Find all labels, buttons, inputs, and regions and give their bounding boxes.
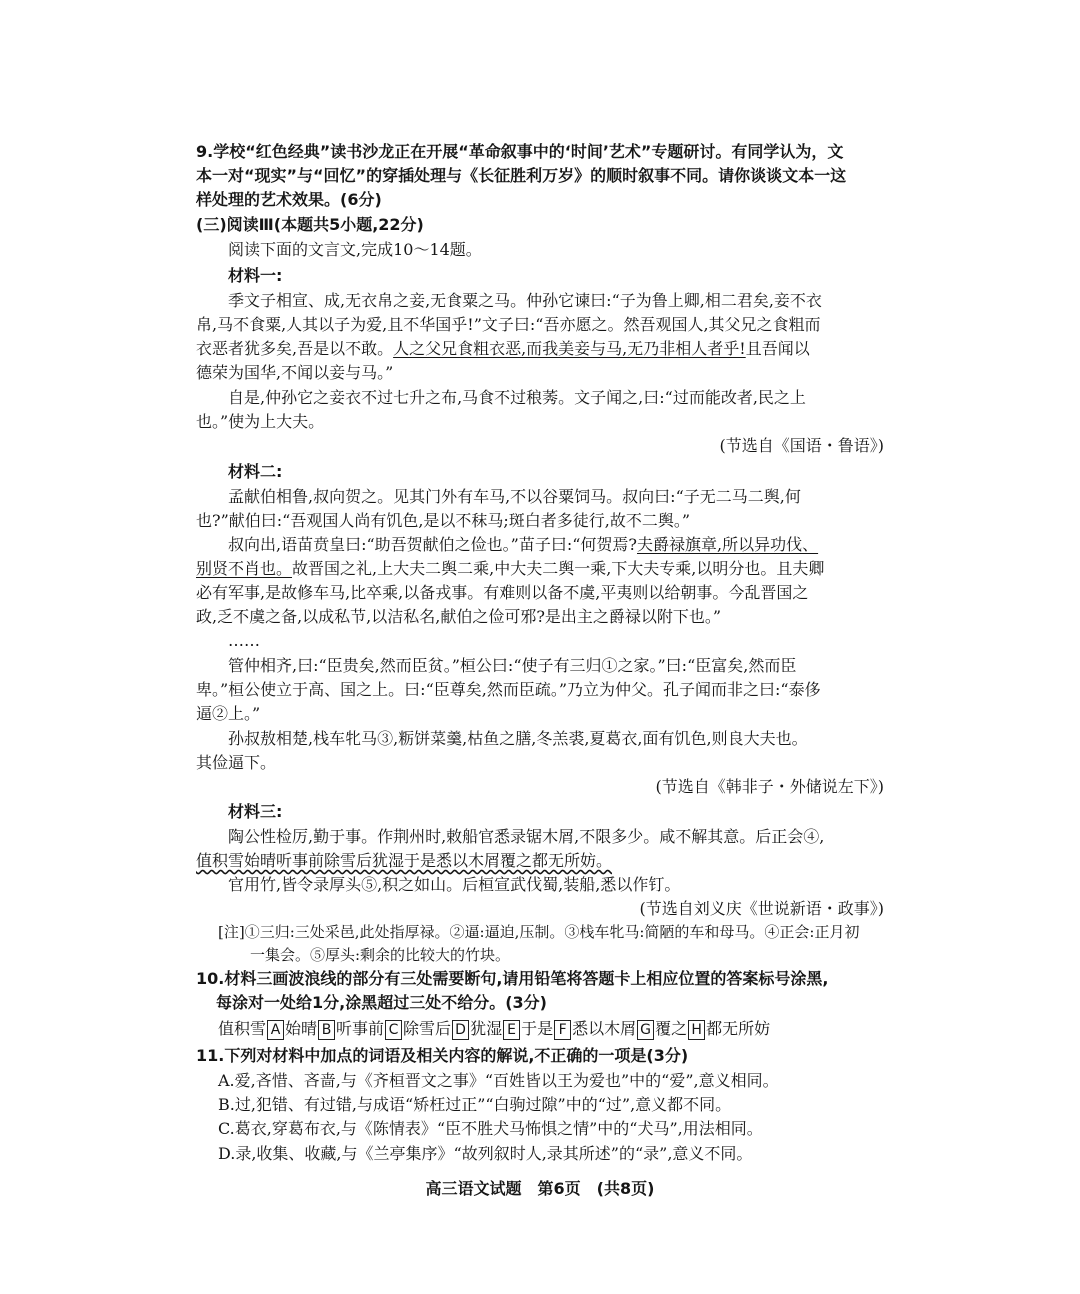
q9-line3: 样处理的艺术效果。(6分) (196, 190, 382, 209)
q10-seg: 听事前 (336, 1019, 385, 1038)
m2-p2-line1 (228, 533, 818, 557)
m1-p2-line2: 也。”使为上大夫。 (196, 412, 325, 431)
notes-line2: 一集会。⑤厚头:剩余的比较大的竹块。 (250, 946, 511, 964)
q11-option-d: D.录,收集、收藏,与《兰亭集序》“故列叙时人,录其所述”的“录”,意义不同。 (218, 1144, 753, 1163)
q10-line1: 10.材料三画波浪线的部分有三处需要断句,请用铅笔将答题卡上相应位置的答案标号涂黑, (196, 969, 829, 988)
q10-seg: 值积雪 (218, 1019, 267, 1038)
m2-underlined-sentence-part1: 夫爵禄旗章,所以异功伐、 (637, 535, 819, 554)
m2-p3-line3: 逼②上。” (196, 704, 261, 723)
notes-line1: [注]①三归:三处采邑,此处指厚禄。②逼:逼迫,压制。③栈车牝马:简陋的车和母马。④正会:正月初 (218, 923, 860, 941)
m2-p4-line1: 孙叔敖相楚,栈车牝马③,粝饼菜羹,枯鱼之膳,冬羔裘,夏葛衣,面有饥色,则良大夫也。 (228, 729, 808, 748)
m2-underlined-sentence-part2: 别贤不肖也。 (196, 559, 293, 578)
q10-line2: 每涂对一处给1分,涂黑超过三处不给分。(3分) (216, 993, 547, 1012)
m1-p1-line4: 德荣为国华,不闻以妾与马。” (196, 363, 394, 382)
material2-label: 材料二: (228, 462, 283, 481)
m2-p3-line1: 管仲相齐,曰:“臣贵矣,然而臣贫。”桓公曰:“使子有三归①之家。”曰:“臣富矣,然而臣 (228, 656, 797, 675)
m1-p1-line3-c: 且吾闻以 (745, 339, 810, 358)
q10-seg: 始晴 (285, 1019, 318, 1038)
q9-line1: 9.学校“红色经典”读书沙龙正在开展“革命叙事中的‘时间’艺术”专题研讨。有同学认为，文 (196, 142, 844, 161)
m3-wavy-line: 值积雪始晴听事前除雪后犹湿于是悉以木屑覆之都无所妨。 (196, 851, 613, 870)
m2-source: (节选自《韩非子・外储说左下》) (655, 777, 884, 796)
q11-option-b: B.过,犯错、有过错,与成语“矫枉过正”“白驹过隙”中的“过”,意义都不同。 (218, 1095, 732, 1114)
m1-underlined-sentence: 人之父兄食粗衣恶,而我美妾与马,无乃非相人者乎! (393, 339, 746, 358)
m3-source: (节选自刘义庆《世说新语・政事》) (639, 899, 884, 918)
m1-p1-line1: 季文子相宣、成,无衣帛之妾,无食粟之马。仲孙它谏曰:“子为鲁上卿,相二君矣,妾不衣 (228, 291, 822, 310)
m1-source: (节选自《国语・鲁语》) (719, 436, 884, 455)
answer-box-f[interactable]: F (554, 1020, 571, 1040)
q10-seg: 除雪后 (403, 1019, 452, 1038)
m2-p2-line1-a: 叔向出,语苗贲皇曰:“助吾贺献伯之俭也。”苗子曰:“何贺焉? (228, 535, 637, 554)
q10-seg: 犹湿 (470, 1019, 503, 1038)
m2-p1-line2: 也?”献伯曰:“吾观国人尚有饥色,是以不秣马;斑白者多徒行,故不二舆。” (196, 511, 691, 530)
m2-p2-line2 (196, 557, 824, 581)
section3-title: (三)阅读Ⅲ(本题共5小题,22分) (196, 215, 424, 234)
q11-stem: 11.下列对材料中加点的词语及相关内容的解说,不正确的一项是(3分) (196, 1046, 689, 1065)
m1-p1-line2: 帛,马不食粟,人其以子为爱,且不华国乎!”文子曰:“吾亦愿之。然吾观国人,其父兄之食粗而 (196, 315, 821, 334)
m2-p2-line3: 必有军事,是故修车马,比卒乘,以备戎事。有难则以备不虞,平夷则以给朝事。今乱晋国之 (196, 583, 809, 602)
answer-box-e[interactable]: E (503, 1020, 520, 1040)
answer-box-d[interactable]: D (452, 1020, 469, 1040)
q10-seg: 悉以木屑 (572, 1019, 637, 1038)
material3-label: 材料三: (228, 802, 283, 821)
m2-p2-line4: 政,乏不虞之备,以成私节,以洁私名,献伯之俭可邪?是出主之爵禄以附下也。” (196, 607, 722, 626)
m2-ellipsis: …… (228, 631, 260, 650)
q11-option-c: C.葛衣,穿葛布衣,与《陈情表》“臣不胜犬马怖惧之情”中的“犬马”,用法相同。 (218, 1119, 763, 1138)
m1-p2-line1: 自是,仲孙它之妾衣不过七升之布,马食不过稂莠。文子闻之,曰:“过而能改者,民之上 (228, 388, 806, 407)
q10-answer-sentence (218, 1017, 770, 1041)
page-footer: 高三语文试题 第6页 (共8页) (425, 1179, 655, 1198)
m2-p4-line2: 其俭逼下。 (196, 753, 277, 772)
answer-box-h[interactable]: H (688, 1020, 705, 1040)
material1-label: 材料一: (228, 266, 283, 285)
q9-line2: 本一对“现实”与“回忆”的穿插处理与《长征胜利万岁》的顺时叙事不同。请你谈谈文本一这 (196, 166, 847, 185)
q11-option-a: A.爱,吝惜、吝啬,与《齐桓晋文之事》“百姓皆以王为爱也”中的“爱”,意义相同。 (218, 1071, 779, 1090)
q10-seg: 于是 (521, 1019, 554, 1038)
answer-box-b[interactable]: B (318, 1020, 335, 1040)
m2-p1-line1: 孟献伯相鲁,叔向贺之。见其门外有车马,不以谷粟饲马。叔向曰:“子无二马二舆,何 (228, 487, 801, 506)
m3-p2-line1: 官用竹,皆令录厚头⑤,积之如山。后桓宣武伐蜀,装船,悉以作钉。 (228, 875, 681, 894)
section3-instruction: 阅读下面的文言文,完成10～14题。 (228, 240, 482, 259)
m3-p1-line1: 陶公性检厉,勤于事。作荆州时,敕船官悉录锯木屑,不限多少。咸不解其意。后正会④, (228, 827, 825, 846)
m2-p3-line2: 卑。”桓公使立于高、国之上。曰:“臣尊矣,然而臣疏。”乃立为仲父。孔子闻而非之曰:“泰侈 (196, 680, 821, 699)
q10-seg: 都无所妨 (706, 1019, 771, 1038)
m2-p2-line2-b: 故晋国之礼,上大夫二舆二乘,中大夫二舆一乘,下大夫专乘,以明分也。且夫卿 (292, 559, 825, 578)
m1-p1-line3-a: 衣恶者犹多矣,吾是以不敢。 (196, 339, 394, 358)
answer-box-g[interactable]: G (637, 1020, 654, 1040)
q10-seg: 覆之 (655, 1019, 688, 1038)
m1-p1-line3 (196, 337, 810, 361)
answer-box-c[interactable]: C (385, 1020, 402, 1040)
answer-box-a[interactable]: A (267, 1020, 284, 1040)
